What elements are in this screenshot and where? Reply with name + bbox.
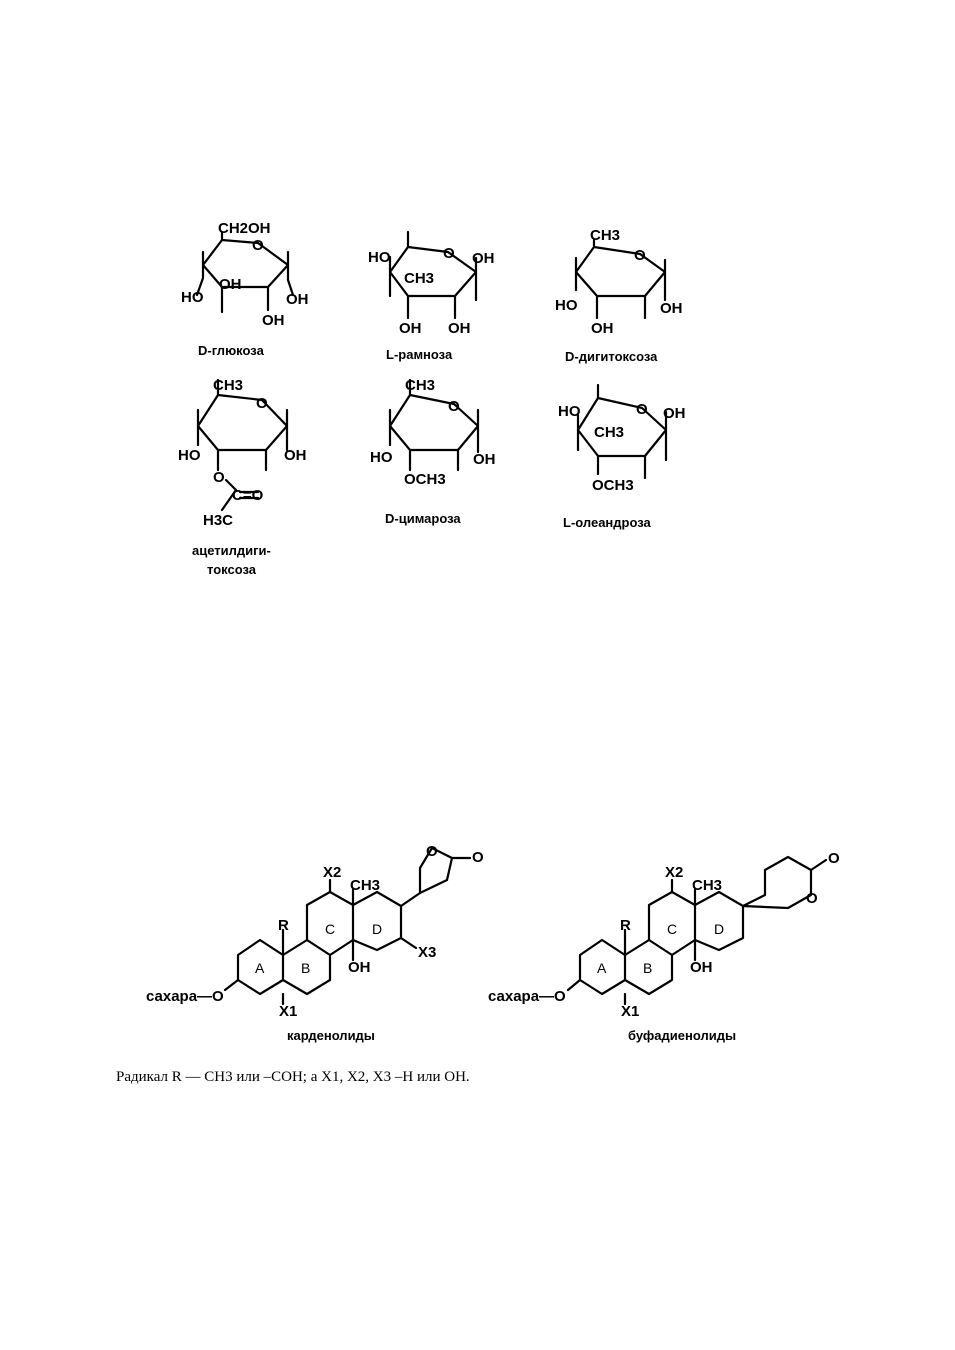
- label-ho-left: HO: [368, 249, 391, 266]
- ring-label-c: C: [325, 921, 336, 937]
- label-r: R: [620, 917, 631, 934]
- label-x1: X1: [621, 1003, 640, 1020]
- sugar-acetyldigitoxose: [178, 377, 307, 577]
- sugar-d-cymarose: [370, 377, 496, 526]
- label-lactone-oxygen: O: [426, 843, 438, 860]
- label-carbonyl-oxygen: O: [828, 850, 840, 867]
- caption-d-glucose: D-глюкоза: [198, 343, 264, 358]
- label-oh-right: OH: [472, 250, 495, 267]
- label-ch3: CH3: [594, 424, 625, 441]
- label-oh: OH: [348, 959, 371, 976]
- label-oh-bottom-2: OH: [448, 320, 471, 337]
- ring-label-a: A: [255, 960, 265, 976]
- label-ch3: CH3: [692, 877, 723, 894]
- caption-acetyldigitoxose-line2: токсоза: [207, 562, 256, 577]
- label-x2: X2: [323, 864, 342, 881]
- label-ho-left: HO: [370, 449, 393, 466]
- label-ester-oxygen: O: [213, 469, 225, 486]
- label-ch2oh: CH2OH: [218, 220, 271, 237]
- label-ring-oxygen: O: [448, 398, 460, 415]
- label-ch3: CH3: [213, 377, 244, 394]
- label-r: R: [278, 917, 289, 934]
- label-carbonyl: C=O: [232, 487, 264, 504]
- label-oh-right: OH: [284, 447, 307, 464]
- label-oh-bottom-1: OH: [399, 320, 422, 337]
- label-ring-oxygen: O: [806, 890, 818, 907]
- sugar-l-rhamnose: [368, 232, 495, 362]
- caption-bufadienolides: буфадиенолиды: [628, 1028, 737, 1043]
- aglycone-bufadienolides: [488, 850, 840, 1043]
- label-h3c: H3C: [203, 512, 234, 529]
- label-x2: X2: [665, 864, 684, 881]
- label-carbonyl-oxygen: O: [472, 849, 484, 866]
- ring-label-b: B: [301, 960, 311, 976]
- label-oh-right: OH: [286, 291, 309, 308]
- label-och3: OCH3: [592, 477, 634, 494]
- label-oh-inner: OH: [219, 276, 242, 293]
- label-x1: X1: [279, 1003, 298, 1020]
- label-sugar-o: сахара—O: [146, 988, 224, 1005]
- label-oh-right: OH: [473, 451, 496, 468]
- label-oh-bottom: OH: [262, 312, 285, 329]
- aglycone-cardenolides: [146, 843, 484, 1043]
- ring-label-d: D: [714, 921, 725, 937]
- footnote: Радикал R — CH3 или –COH; а X1, X2, X3 –H или OH.: [116, 1069, 470, 1085]
- label-och3: OCH3: [404, 471, 446, 488]
- label-ch3: CH3: [404, 270, 435, 287]
- label-ring-oxygen: O: [636, 401, 648, 418]
- ring-label-b: B: [643, 960, 653, 976]
- label-oh-right: OH: [663, 405, 686, 422]
- label-x3: X3: [418, 944, 437, 961]
- label-ring-oxygen: O: [443, 245, 455, 262]
- label-ch3: CH3: [590, 227, 621, 244]
- caption-l-rhamnose: L-рамноза: [386, 347, 453, 362]
- label-ring-oxygen: O: [252, 237, 264, 254]
- ring-label-a: A: [597, 960, 607, 976]
- sugar-d-glucose: [181, 220, 309, 358]
- caption-acetyldigitoxose-line1: ацетилдиги-: [192, 543, 271, 558]
- caption-cardenolides: карденолиды: [287, 1028, 375, 1043]
- label-ho-left: HO: [558, 403, 581, 420]
- label-ho-left: HO: [178, 447, 201, 464]
- label-ring-oxygen: O: [634, 247, 646, 264]
- ring-label-d: D: [372, 921, 383, 937]
- label-oh: OH: [690, 959, 713, 976]
- label-ch3: CH3: [405, 377, 436, 394]
- label-sugar-o: сахара—O: [488, 988, 566, 1005]
- caption-d-cymarose: D-цимароза: [385, 511, 461, 526]
- label-oh-right: OH: [660, 300, 683, 317]
- caption-l-oleandrose: L-олеандроза: [563, 515, 651, 530]
- sugar-d-digitoxose: [555, 227, 683, 364]
- label-ho-left: HO: [181, 289, 204, 306]
- label-ring-oxygen: O: [256, 395, 268, 412]
- caption-d-digitoxose: D-дигитоксоза: [565, 349, 658, 364]
- label-oh-bottom: OH: [591, 320, 614, 337]
- label-ch3: CH3: [350, 877, 381, 894]
- ring-label-c: C: [667, 921, 678, 937]
- label-ho-left: HO: [555, 297, 578, 314]
- sugar-l-oleandrose: [558, 385, 686, 530]
